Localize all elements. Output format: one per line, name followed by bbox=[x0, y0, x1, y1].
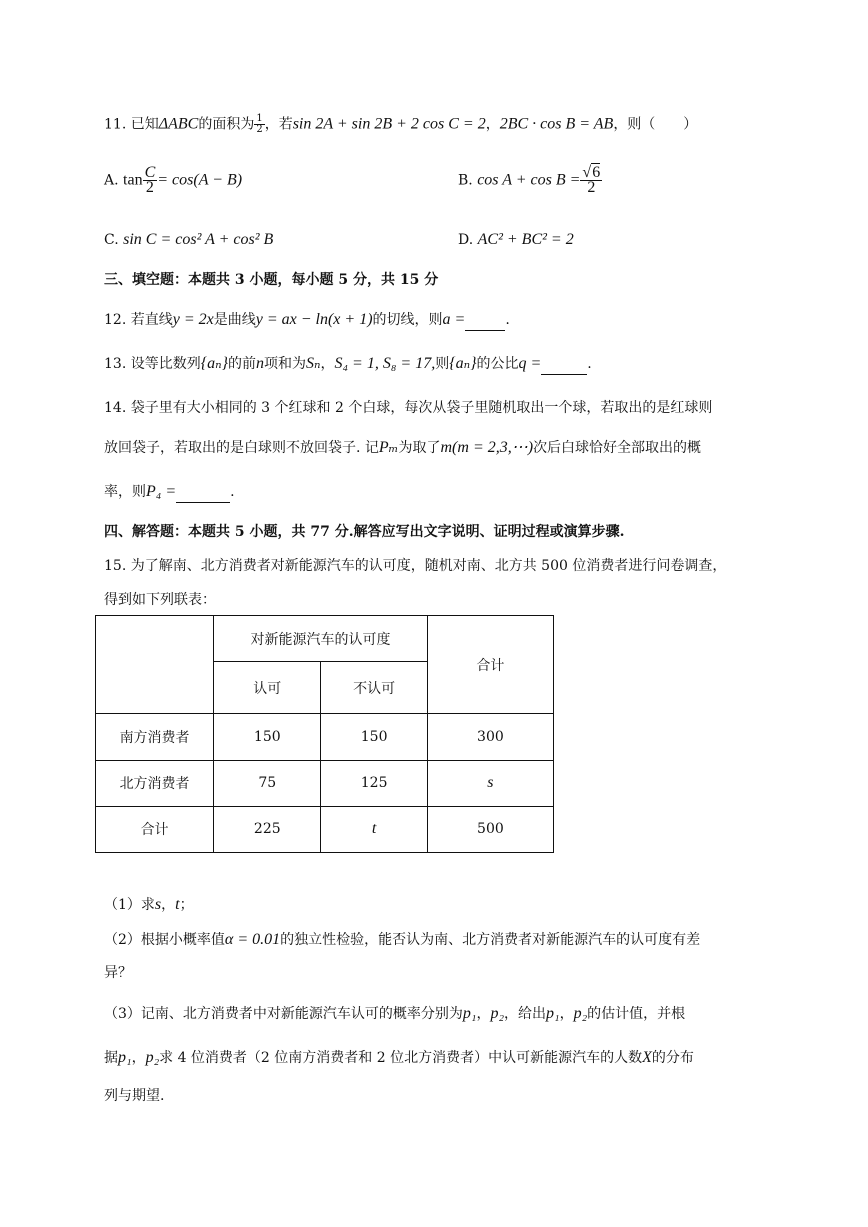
cell-disapprove: 150 bbox=[321, 714, 427, 760]
q11-option-a: A. tan $\frac{C}{2}$ = cos(A − B) bbox=[104, 164, 243, 196]
contingency-table bbox=[95, 615, 554, 853]
q15-line-1: 15. 为了解南、北方消费者对新能源汽车的认可度，随机对南、北方共 500 位消费者进行问卷调查， bbox=[104, 558, 727, 574]
q13-answer-blank[interactable] bbox=[541, 354, 587, 375]
option-b-fraction: $\frac{√6}{2}$ bbox=[582, 164, 601, 196]
table-row bbox=[96, 760, 554, 806]
cell-total: 500 bbox=[427, 806, 553, 852]
q14-line-2: 放回袋子，若取出的是白球则不放回袋子. 记Pₘ为取了m(m = 2,3,⋯)次后白球恰好全部取出的概 bbox=[104, 439, 702, 456]
table-header-disapprove: 不认可 bbox=[321, 662, 427, 714]
table-header-approve: 认可 bbox=[214, 662, 321, 714]
q15-part-1: （1）求s，t； bbox=[104, 896, 194, 913]
q11-condition-2: 2BC · cos B = AB bbox=[499, 115, 614, 133]
row-label: 合计 bbox=[96, 806, 214, 852]
table-header-total: 合计 bbox=[427, 616, 553, 714]
cell-total: s bbox=[427, 760, 553, 806]
q12: 12. 若直线y = 2x是曲线y = ax − ln(x + 1)的切线，则a = . bbox=[104, 310, 510, 331]
q11-condition-1: sin 2A + sin 2B + 2 cos C = 2 bbox=[292, 115, 486, 133]
option-a-fraction: $\frac{C}{2}$ bbox=[144, 164, 156, 196]
q13: 13. 设等比数列{aₙ}的前n项和为Sₙ，S₄ = 1, S₈ = 17,则{aₙ}的公比q = . bbox=[104, 354, 592, 375]
cell-approve: 75 bbox=[214, 760, 321, 806]
q11-option-c: C. sin C = cos² A + cos² B bbox=[104, 231, 274, 248]
cell-disapprove: t bbox=[321, 806, 427, 852]
q14-line-1: 14. 袋子里有大小相同的 3 个红球和 2 个白球，每次从袋子里随机取出一个球，若取出的是红球则 bbox=[104, 400, 713, 416]
cell-approve: 150 bbox=[214, 714, 321, 760]
table-row bbox=[96, 714, 554, 760]
q15-part-3-line-3: 列与期望. bbox=[104, 1088, 165, 1104]
q11-stem: 11. 已知ΔABC的面积为 $\frac{1}{2}$ ，若sin 2A + sin 2B + 2 cos C = 2，2BC · cos B = AB，则（ ） bbox=[104, 113, 698, 135]
q11-option-d: D. AC² + BC² = 2 bbox=[458, 231, 574, 248]
table-row bbox=[96, 806, 554, 852]
row-label: 南方消费者 bbox=[96, 714, 214, 760]
cell-approve: 225 bbox=[214, 806, 321, 852]
q14-line-3: 率，则P₄ = . bbox=[104, 482, 235, 503]
q11-option-b: B. cos A + cos B = $\frac{√6}{2}$ bbox=[458, 164, 601, 196]
triangle-abc: ΔABC bbox=[158, 115, 199, 133]
q15-line-2: 得到如下列联表： bbox=[104, 592, 216, 608]
q15-part-2-line-1: （2）根据小概率值α = 0.01的独立性检验，能否认为南、北方消费者对新能源汽车的认可度有差 bbox=[104, 931, 701, 948]
section-3-title: 三、填空题：本题共 3 小题，每小题 5 分，共 15 分 bbox=[104, 272, 439, 288]
area-fraction: $\frac{1}{2}$ bbox=[256, 113, 263, 135]
table-corner-cell bbox=[96, 616, 214, 714]
row-label: 北方消费者 bbox=[96, 760, 214, 806]
q12-answer-blank[interactable] bbox=[465, 310, 505, 331]
section-4-title: 四、解答题：本题共 5 小题，共 77 分.解答应写出文字说明、证明过程或演算步骤. bbox=[104, 524, 625, 540]
q15-part-2-line-2: 异？ bbox=[104, 965, 132, 981]
cell-disapprove: 125 bbox=[321, 760, 427, 806]
q14-answer-blank[interactable] bbox=[176, 482, 230, 503]
q15-part-3-line-2: 据p₁，p₂求 4 位消费者（2 位南方消费者和 2 位北方消费者）中认可新能源汽车的人数X的分布 bbox=[104, 1049, 694, 1066]
q15-part-3-line-1: （3）记南、北方消费者中对新能源汽车认可的概率分别为p₁，p₂，给出p₁，p₂的估计值，并根 bbox=[104, 1005, 686, 1022]
cell-total: 300 bbox=[427, 714, 553, 760]
table-group-header: 对新能源汽车的认可度 bbox=[214, 616, 428, 662]
